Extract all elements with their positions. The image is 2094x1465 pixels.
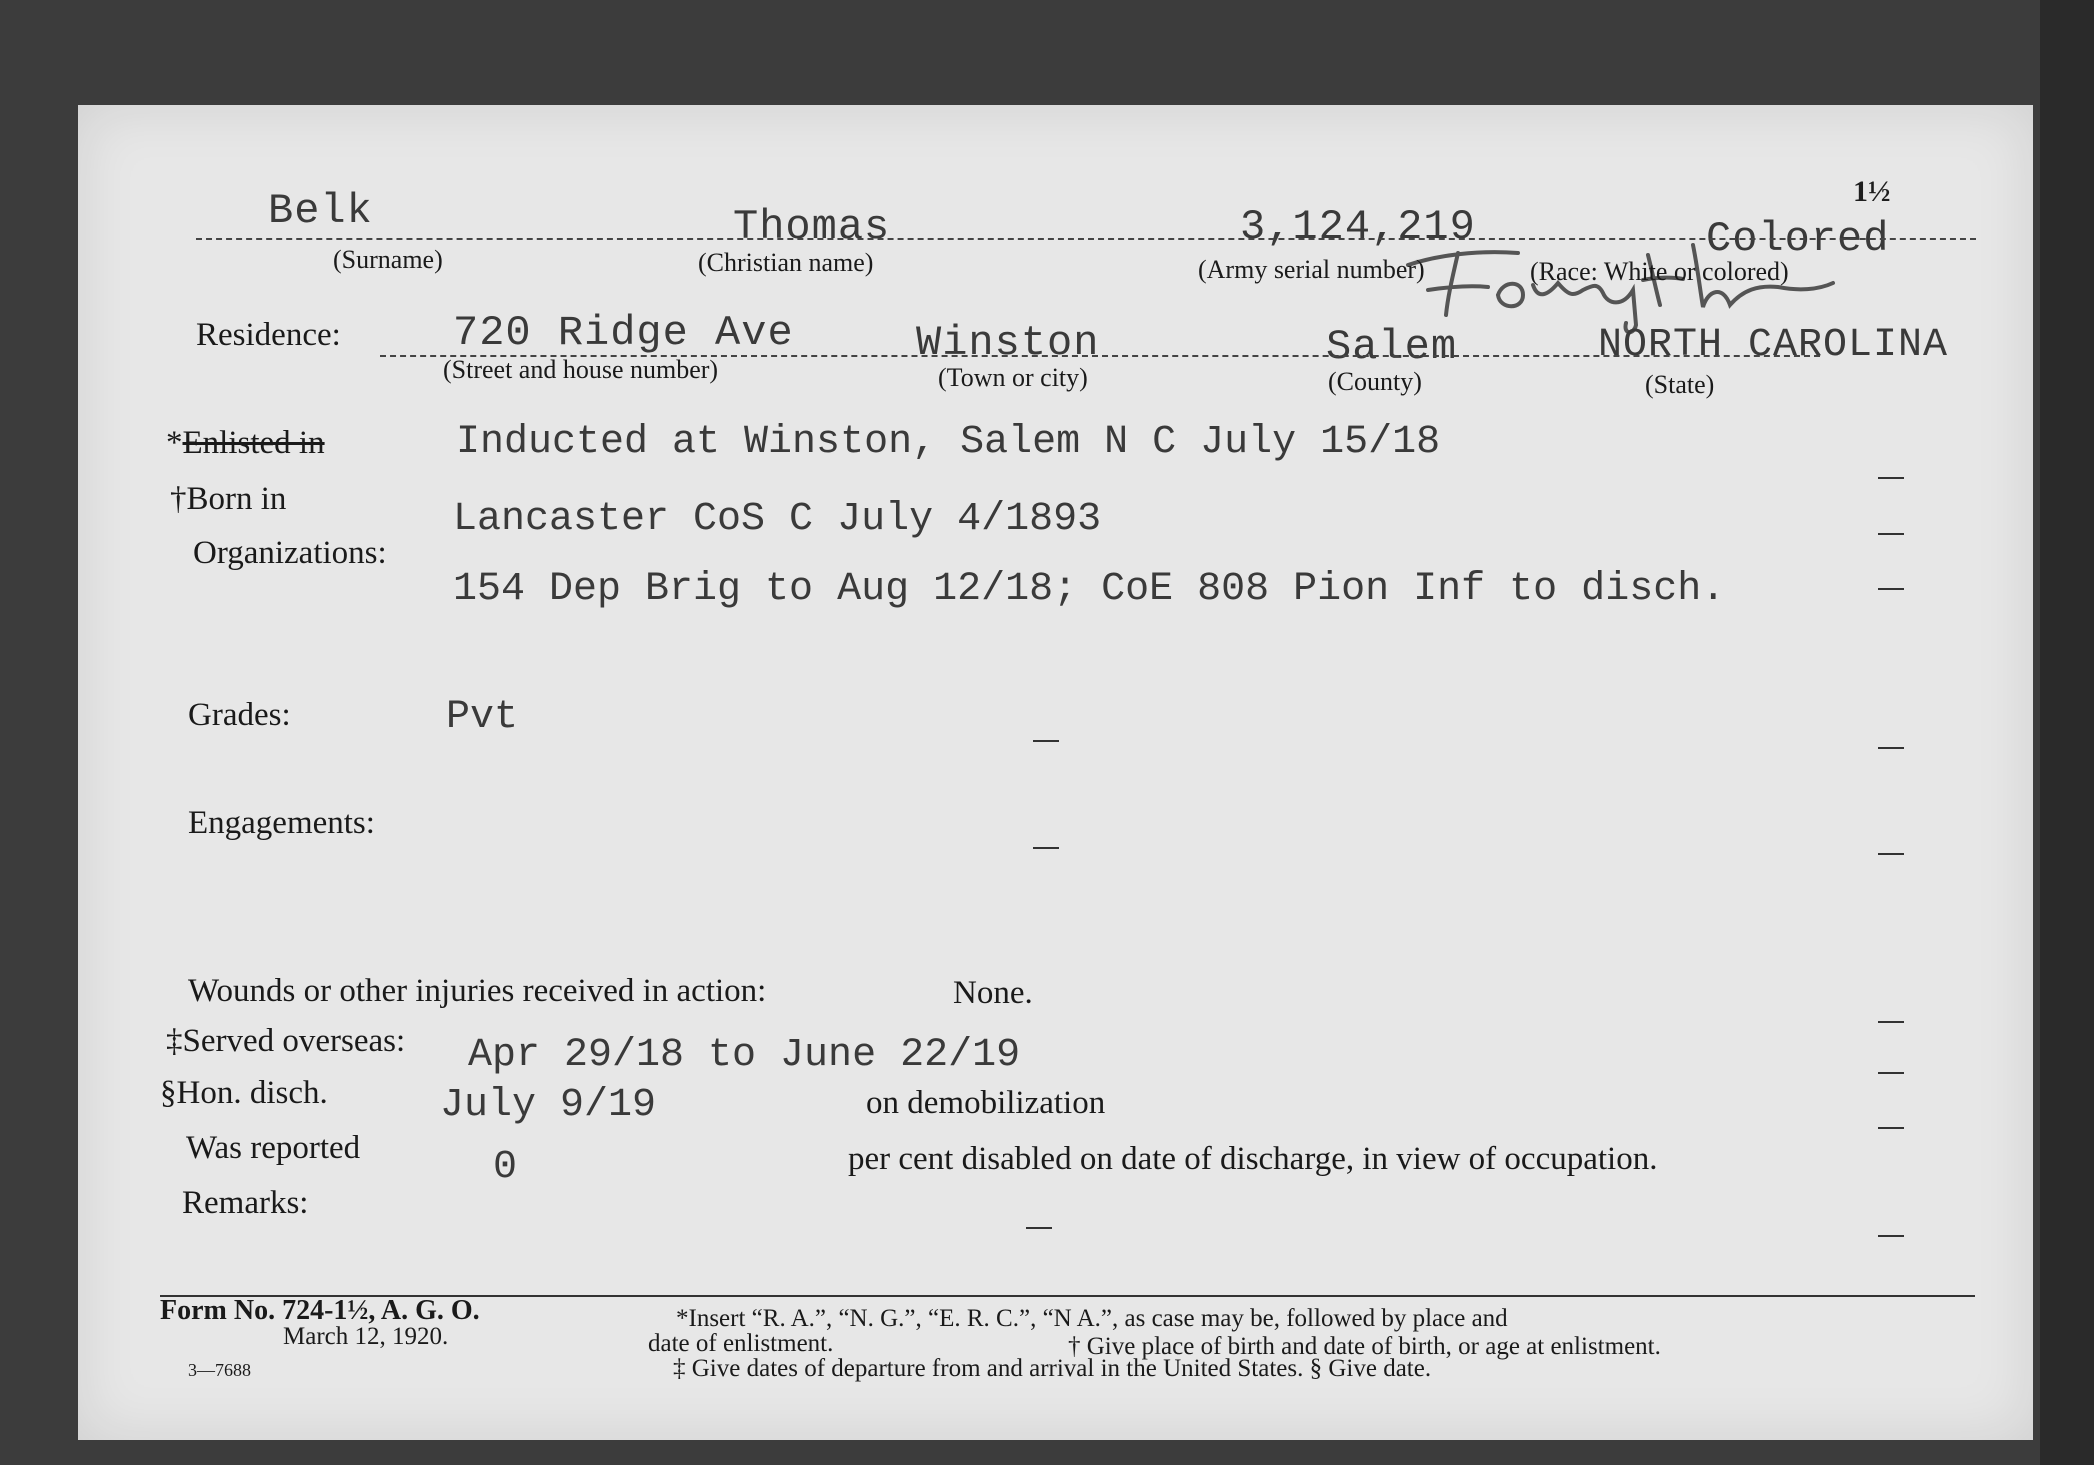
margin-dash xyxy=(1033,740,1059,742)
overseas-label xyxy=(166,1023,405,1060)
form-number: Form No. 724-1½, A. G. O. xyxy=(160,1295,480,1326)
serial-caption: (Army serial number) xyxy=(1198,255,1425,284)
grades-label: Grades: xyxy=(188,697,291,733)
scan-background-edge xyxy=(2040,0,2094,1465)
margin-dash xyxy=(1878,588,1904,590)
margin-dash xyxy=(1878,1235,1904,1237)
margin-dash xyxy=(1878,533,1904,535)
town-caption: (Town or city) xyxy=(938,363,1088,392)
surname-caption: (Surname) xyxy=(333,245,443,274)
residence-label: Residence: xyxy=(196,317,341,353)
discharge-value: July 9/19 xyxy=(440,1083,657,1128)
enlisted-value: Inducted at Winston, Salem N C July 15/18 xyxy=(456,420,1441,465)
asterisk-mark: * xyxy=(166,425,183,461)
discharge-text: Hon. disch. xyxy=(176,1075,328,1111)
enlisted-label xyxy=(166,425,325,462)
born-value: Lancaster CoS C July 4/1893 xyxy=(453,497,1102,542)
organizations-label: Organizations: xyxy=(193,535,387,571)
dagger-mark: † xyxy=(170,481,187,517)
margin-dash xyxy=(1878,1072,1904,1074)
overseas-text: Served overseas: xyxy=(182,1023,406,1059)
wounds-value: None. xyxy=(953,975,1033,1011)
christian-name-value: Thomas xyxy=(733,203,891,251)
margin-dash xyxy=(1878,853,1904,855)
reported-value: 0 xyxy=(493,1145,518,1190)
form-code: 3—7688 xyxy=(188,1360,251,1380)
margin-dash xyxy=(1878,1127,1904,1129)
state-value: NORTH CAROLINA xyxy=(1598,323,1949,368)
service-record-card xyxy=(78,105,2033,1440)
discharge-label xyxy=(160,1075,328,1112)
engagements-label: Engagements: xyxy=(188,805,375,841)
form-date: March 12, 1920. xyxy=(283,1323,449,1350)
enlisted-in-struck: Enlisted in xyxy=(182,425,325,461)
footnote-insert: *Insert “R. A.”, “N. G.”, “E. R. C.”, “N A.”, as case may be, followed by place and xyxy=(676,1305,1508,1332)
overseas-value: Apr 29/18 to June 22/19 xyxy=(468,1033,1021,1078)
street-value: 720 Ridge Ave xyxy=(453,309,794,357)
margin-dash xyxy=(1026,1227,1052,1229)
born-label xyxy=(170,481,286,518)
double-dagger-mark: ‡ xyxy=(166,1023,183,1059)
surname-value: Belk xyxy=(268,187,373,235)
margin-dash xyxy=(1878,1021,1904,1023)
margin-dash xyxy=(1033,847,1059,849)
county-caption: (County) xyxy=(1328,367,1422,396)
reported-label: Was reported xyxy=(186,1130,361,1166)
county-value: Salem xyxy=(1326,323,1458,371)
christian-name-caption: (Christian name) xyxy=(698,248,874,277)
race-caption: (Race: White or colored) xyxy=(1530,257,1789,286)
organizations-value: 154 Dep Brig to Aug 12/18; CoE 808 Pion Inf to disch. xyxy=(453,567,1726,612)
margin-dash xyxy=(1878,747,1904,749)
card-number: 1½ xyxy=(1853,175,1891,208)
footnote-enlistment: date of enlistment. xyxy=(648,1330,834,1357)
town-value: Winston xyxy=(916,319,1100,367)
serial-number-value: 3,124,219 xyxy=(1240,203,1476,251)
section-mark: § xyxy=(160,1075,177,1111)
race-value: Colored xyxy=(1706,215,1890,263)
margin-dash xyxy=(1878,477,1904,479)
state-caption: (State) xyxy=(1645,370,1715,399)
header-dotted-line xyxy=(196,238,1976,240)
born-in-text: Born in xyxy=(186,481,287,517)
street-caption: (Street and house number) xyxy=(443,355,719,384)
wounds-label: Wounds or other injuries received in action: xyxy=(188,973,767,1009)
discharge-note: on demobilization xyxy=(866,1085,1106,1121)
grades-value: Pvt xyxy=(446,695,519,740)
footnote-birth: † Give place of birth and date of birth, or age at enlistment. xyxy=(1068,1333,1661,1360)
reported-note: per cent disabled on date of discharge, in view of occupation. xyxy=(848,1141,1658,1177)
remarks-label: Remarks: xyxy=(182,1185,309,1221)
footnote-overseas: ‡ Give dates of departure from and arrival in the United States. § Give date. xyxy=(673,1355,1432,1382)
